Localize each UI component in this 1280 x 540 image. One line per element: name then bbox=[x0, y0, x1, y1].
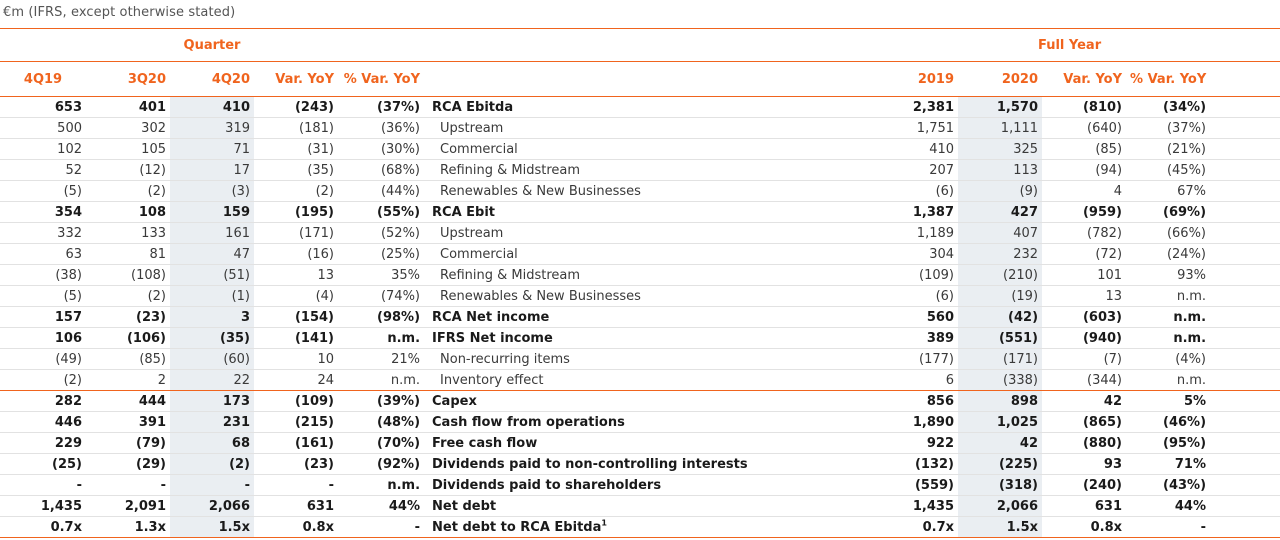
cell-fy-1: 427 bbox=[958, 202, 1042, 223]
cell-q-4: (30%) bbox=[338, 139, 424, 160]
cell-q-0: 1,435 bbox=[0, 496, 86, 517]
cell-fy-0: (6) bbox=[859, 286, 958, 307]
table-row bbox=[0, 118, 1280, 139]
col-header-fy-3: % Var. YoY bbox=[1126, 62, 1210, 97]
cell-q-0: 52 bbox=[0, 160, 86, 181]
financial-summary-table bbox=[0, 28, 1280, 538]
table-caption: €m (IFRS, except otherwise stated) bbox=[3, 5, 236, 20]
cell-fy-2: 13 bbox=[1042, 286, 1126, 307]
cell-fy-2: (810) bbox=[1042, 97, 1126, 118]
row-label bbox=[424, 244, 859, 265]
cell-q-0: (5) bbox=[0, 286, 86, 307]
cell-fy-0: 410 bbox=[859, 139, 958, 160]
cell-q-4: (68%) bbox=[338, 160, 424, 181]
group-header-spacer bbox=[424, 29, 859, 62]
cell-q-2: 22 bbox=[170, 370, 254, 391]
cell-fy-0: 1,751 bbox=[859, 118, 958, 139]
cell-fy-1: (9) bbox=[958, 181, 1042, 202]
cell-q-2: (1) bbox=[170, 286, 254, 307]
table-row bbox=[0, 328, 1280, 349]
cell-q-2: 68 bbox=[170, 433, 254, 454]
cell-spacer-end bbox=[1210, 118, 1280, 139]
cell-q-2: 410 bbox=[170, 97, 254, 118]
cell-fy-0: 1,387 bbox=[859, 202, 958, 223]
col-header-label bbox=[424, 62, 859, 97]
cell-spacer-end bbox=[1210, 160, 1280, 181]
row-label bbox=[424, 475, 859, 496]
col-header-q-2: 4Q20 bbox=[170, 62, 254, 97]
cell-q-3: 10 bbox=[254, 349, 338, 370]
cell-fy-1: (210) bbox=[958, 265, 1042, 286]
cell-q-3: 631 bbox=[254, 496, 338, 517]
row-label-text: Renewables & New Businesses bbox=[440, 183, 641, 199]
table-row bbox=[0, 265, 1280, 286]
cell-q-2: 161 bbox=[170, 223, 254, 244]
cell-fy-1: 2,066 bbox=[958, 496, 1042, 517]
cell-q-1: 133 bbox=[86, 223, 170, 244]
table-row bbox=[0, 97, 1280, 118]
cell-q-4: (92%) bbox=[338, 454, 424, 475]
cell-q-1: (12) bbox=[86, 160, 170, 181]
row-label bbox=[424, 496, 859, 517]
cell-spacer-end bbox=[1210, 496, 1280, 517]
cell-fy-1: 898 bbox=[958, 391, 1042, 412]
row-label-text: Renewables & New Businesses bbox=[440, 288, 641, 304]
col-header-fy-2: Var. YoY bbox=[1042, 62, 1126, 97]
cell-fy-2: (880) bbox=[1042, 433, 1126, 454]
cell-fy-0: 922 bbox=[859, 433, 958, 454]
row-label bbox=[424, 391, 859, 412]
cell-fy-3: (21%) bbox=[1126, 139, 1210, 160]
cell-fy-2: (940) bbox=[1042, 328, 1126, 349]
cell-fy-3: 71% bbox=[1126, 454, 1210, 475]
cell-fy-3: 93% bbox=[1126, 265, 1210, 286]
cell-spacer-end bbox=[1210, 307, 1280, 328]
row-label-text: Cash flow from operations bbox=[432, 414, 625, 430]
cell-q-0: (25) bbox=[0, 454, 86, 475]
cell-q-3: (161) bbox=[254, 433, 338, 454]
cell-q-2: 3 bbox=[170, 307, 254, 328]
row-label-text: Upstream bbox=[440, 120, 504, 136]
cell-fy-2: (72) bbox=[1042, 244, 1126, 265]
group-header-row bbox=[0, 29, 1280, 62]
row-label-text: Inventory effect bbox=[440, 372, 544, 388]
table-row bbox=[0, 181, 1280, 202]
cell-q-2: 1.5x bbox=[170, 517, 254, 538]
cell-spacer-end bbox=[1210, 454, 1280, 475]
cell-q-0: - bbox=[0, 475, 86, 496]
cell-fy-0: (177) bbox=[859, 349, 958, 370]
cell-q-4: (44%) bbox=[338, 181, 424, 202]
cell-q-0: 332 bbox=[0, 223, 86, 244]
col-header-q-0: 4Q19 bbox=[0, 62, 86, 97]
cell-q-3: (23) bbox=[254, 454, 338, 475]
cell-fy-3: (37%) bbox=[1126, 118, 1210, 139]
cell-q-4: 35% bbox=[338, 265, 424, 286]
cell-q-1: 401 bbox=[86, 97, 170, 118]
row-label bbox=[424, 160, 859, 181]
cell-q-1: (79) bbox=[86, 433, 170, 454]
cell-spacer-end bbox=[1210, 412, 1280, 433]
cell-q-0: (2) bbox=[0, 370, 86, 391]
cell-fy-0: 1,435 bbox=[859, 496, 958, 517]
cell-q-4: 44% bbox=[338, 496, 424, 517]
table-row bbox=[0, 286, 1280, 307]
cell-q-3: 0.8x bbox=[254, 517, 338, 538]
cell-fy-2: (865) bbox=[1042, 412, 1126, 433]
cell-q-0: 229 bbox=[0, 433, 86, 454]
cell-q-1: 444 bbox=[86, 391, 170, 412]
cell-q-1: (85) bbox=[86, 349, 170, 370]
cell-q-4: (48%) bbox=[338, 412, 424, 433]
cell-q-3: (215) bbox=[254, 412, 338, 433]
cell-q-4: (52%) bbox=[338, 223, 424, 244]
cell-q-4: (25%) bbox=[338, 244, 424, 265]
row-label bbox=[424, 433, 859, 454]
cell-fy-0: 389 bbox=[859, 328, 958, 349]
cell-q-1: 302 bbox=[86, 118, 170, 139]
cell-q-1: 105 bbox=[86, 139, 170, 160]
cell-fy-2: 631 bbox=[1042, 496, 1126, 517]
table-row bbox=[0, 202, 1280, 223]
cell-q-2: 319 bbox=[170, 118, 254, 139]
cell-q-2: (35) bbox=[170, 328, 254, 349]
cell-fy-2: (94) bbox=[1042, 160, 1126, 181]
cell-q-3: (35) bbox=[254, 160, 338, 181]
cell-q-0: 63 bbox=[0, 244, 86, 265]
row-label-text: Upstream bbox=[440, 225, 504, 241]
row-label bbox=[424, 307, 859, 328]
cell-q-0: 0.7x bbox=[0, 517, 86, 538]
cell-q-3: (4) bbox=[254, 286, 338, 307]
cell-fy-3: n.m. bbox=[1126, 328, 1210, 349]
cell-spacer-end bbox=[1210, 349, 1280, 370]
cell-fy-1: (19) bbox=[958, 286, 1042, 307]
cell-fy-2: 0.8x bbox=[1042, 517, 1126, 538]
cell-fy-3: (66%) bbox=[1126, 223, 1210, 244]
cell-q-4: n.m. bbox=[338, 328, 424, 349]
cell-q-1: 391 bbox=[86, 412, 170, 433]
cell-q-0: (5) bbox=[0, 181, 86, 202]
cell-q-0: 106 bbox=[0, 328, 86, 349]
cell-q-1: 81 bbox=[86, 244, 170, 265]
row-label-text: Refining & Midstream bbox=[440, 162, 581, 178]
cell-q-1: (108) bbox=[86, 265, 170, 286]
cell-spacer-end bbox=[1210, 370, 1280, 391]
col-header-fy-1: 2020 bbox=[958, 62, 1042, 97]
table-row bbox=[0, 496, 1280, 517]
cell-q-0: 282 bbox=[0, 391, 86, 412]
cell-q-3: (243) bbox=[254, 97, 338, 118]
row-label bbox=[424, 349, 859, 370]
cell-q-4: (55%) bbox=[338, 202, 424, 223]
cell-fy-2: (959) bbox=[1042, 202, 1126, 223]
cell-fy-1: 407 bbox=[958, 223, 1042, 244]
cell-q-2: 2,066 bbox=[170, 496, 254, 517]
table-row bbox=[0, 244, 1280, 265]
cell-fy-3: (43%) bbox=[1126, 475, 1210, 496]
row-label bbox=[424, 118, 859, 139]
cell-fy-0: 2,381 bbox=[859, 97, 958, 118]
cell-q-1: 108 bbox=[86, 202, 170, 223]
cell-fy-0: 6 bbox=[859, 370, 958, 391]
cell-fy-2: (344) bbox=[1042, 370, 1126, 391]
cell-fy-2: (782) bbox=[1042, 223, 1126, 244]
cell-q-0: (49) bbox=[0, 349, 86, 370]
row-label-text: Refining & Midstream bbox=[440, 267, 581, 283]
cell-q-2: (51) bbox=[170, 265, 254, 286]
table-row bbox=[0, 307, 1280, 328]
cell-spacer-end bbox=[1210, 265, 1280, 286]
cell-spacer-end bbox=[1210, 97, 1280, 118]
cell-q-2: - bbox=[170, 475, 254, 496]
cell-fy-0: (559) bbox=[859, 475, 958, 496]
cell-q-3: (2) bbox=[254, 181, 338, 202]
table-row bbox=[0, 475, 1280, 496]
cell-fy-0: (132) bbox=[859, 454, 958, 475]
cell-fy-2: 42 bbox=[1042, 391, 1126, 412]
row-label-text: Non-recurring items bbox=[440, 351, 570, 367]
cell-fy-0: 856 bbox=[859, 391, 958, 412]
cell-fy-1: 1.5x bbox=[958, 517, 1042, 538]
cell-fy-0: 1,189 bbox=[859, 223, 958, 244]
cell-q-1: (29) bbox=[86, 454, 170, 475]
cell-q-2: 47 bbox=[170, 244, 254, 265]
row-label bbox=[424, 202, 859, 223]
cell-q-1: 2 bbox=[86, 370, 170, 391]
cell-q-1: 1.3x bbox=[86, 517, 170, 538]
cell-fy-3: (24%) bbox=[1126, 244, 1210, 265]
cell-q-0: (38) bbox=[0, 265, 86, 286]
cell-fy-1: 1,111 bbox=[958, 118, 1042, 139]
cell-q-0: 653 bbox=[0, 97, 86, 118]
cell-spacer-end bbox=[1210, 475, 1280, 496]
cell-fy-1: (42) bbox=[958, 307, 1042, 328]
cell-fy-2: (85) bbox=[1042, 139, 1126, 160]
cell-fy-3: (69%) bbox=[1126, 202, 1210, 223]
row-label bbox=[424, 328, 859, 349]
table-row bbox=[0, 433, 1280, 454]
row-label-text: Net debt to RCA Ebitda bbox=[432, 519, 602, 535]
cell-q-0: 500 bbox=[0, 118, 86, 139]
table-row bbox=[0, 160, 1280, 181]
cell-spacer-end bbox=[1210, 391, 1280, 412]
cell-fy-2: (7) bbox=[1042, 349, 1126, 370]
cell-fy-1: (551) bbox=[958, 328, 1042, 349]
row-label-text: Commercial bbox=[440, 141, 518, 157]
cell-q-4: (37%) bbox=[338, 97, 424, 118]
cell-fy-3: n.m. bbox=[1126, 286, 1210, 307]
cell-q-4: (74%) bbox=[338, 286, 424, 307]
table-row bbox=[0, 391, 1280, 412]
cell-fy-0: 560 bbox=[859, 307, 958, 328]
cell-fy-1: 232 bbox=[958, 244, 1042, 265]
col-header-fy-0: 2019 bbox=[859, 62, 958, 97]
cell-fy-0: 304 bbox=[859, 244, 958, 265]
cell-fy-3: (45%) bbox=[1126, 160, 1210, 181]
cell-spacer-end bbox=[1210, 202, 1280, 223]
cell-q-2: (3) bbox=[170, 181, 254, 202]
cell-fy-3: (34%) bbox=[1126, 97, 1210, 118]
col-header-q-4: % Var. YoY bbox=[338, 62, 424, 97]
row-label bbox=[424, 139, 859, 160]
cell-fy-3: 44% bbox=[1126, 496, 1210, 517]
table-row bbox=[0, 349, 1280, 370]
group-header-quarter: Quarter bbox=[0, 29, 424, 62]
cell-q-2: 173 bbox=[170, 391, 254, 412]
cell-fy-2: 101 bbox=[1042, 265, 1126, 286]
cell-fy-2: 93 bbox=[1042, 454, 1126, 475]
cell-fy-1: (318) bbox=[958, 475, 1042, 496]
cell-fy-3: n.m. bbox=[1126, 307, 1210, 328]
cell-q-0: 157 bbox=[0, 307, 86, 328]
cell-q-4: - bbox=[338, 517, 424, 538]
column-header-row bbox=[0, 62, 1280, 97]
cell-fy-3: - bbox=[1126, 517, 1210, 538]
row-label bbox=[424, 454, 859, 475]
row-label bbox=[424, 181, 859, 202]
cell-fy-1: (338) bbox=[958, 370, 1042, 391]
cell-spacer-end bbox=[1210, 328, 1280, 349]
table-row bbox=[0, 139, 1280, 160]
table-row bbox=[0, 517, 1280, 538]
cell-q-2: (60) bbox=[170, 349, 254, 370]
cell-spacer-end bbox=[1210, 433, 1280, 454]
row-label-text: RCA Net income bbox=[432, 309, 550, 325]
cell-q-3: (154) bbox=[254, 307, 338, 328]
cell-fy-1: 113 bbox=[958, 160, 1042, 181]
cell-q-3: (171) bbox=[254, 223, 338, 244]
cell-q-2: 159 bbox=[170, 202, 254, 223]
cell-spacer-end bbox=[1210, 139, 1280, 160]
row-label bbox=[424, 286, 859, 307]
row-label-text: Net debt bbox=[432, 498, 497, 514]
cell-fy-1: 42 bbox=[958, 433, 1042, 454]
row-label-text: Dividends paid to shareholders bbox=[432, 477, 662, 493]
row-label bbox=[424, 265, 859, 286]
cell-q-4: (39%) bbox=[338, 391, 424, 412]
cell-fy-3: 67% bbox=[1126, 181, 1210, 202]
col-header-q-1: 3Q20 bbox=[86, 62, 170, 97]
table-row bbox=[0, 370, 1280, 391]
table-row bbox=[0, 454, 1280, 475]
cell-q-3: (109) bbox=[254, 391, 338, 412]
cell-fy-2: 4 bbox=[1042, 181, 1126, 202]
cell-q-0: 354 bbox=[0, 202, 86, 223]
table-row bbox=[0, 223, 1280, 244]
cell-q-1: (106) bbox=[86, 328, 170, 349]
row-label-text: Dividends paid to non-controlling interests bbox=[432, 456, 748, 472]
cell-fy-3: n.m. bbox=[1126, 370, 1210, 391]
cell-q-1: (2) bbox=[86, 286, 170, 307]
cell-q-3: (181) bbox=[254, 118, 338, 139]
row-label-text: RCA Ebit bbox=[432, 204, 496, 220]
row-label-text: Capex bbox=[432, 393, 477, 409]
row-label bbox=[424, 517, 859, 538]
cell-fy-0: (109) bbox=[859, 265, 958, 286]
cell-q-4: (70%) bbox=[338, 433, 424, 454]
row-label-text: IFRS Net income bbox=[432, 330, 553, 346]
cell-q-3: 13 bbox=[254, 265, 338, 286]
cell-fy-0: (6) bbox=[859, 181, 958, 202]
row-label-text: Free cash flow bbox=[432, 435, 538, 451]
cell-q-2: 71 bbox=[170, 139, 254, 160]
cell-spacer-end bbox=[1210, 223, 1280, 244]
cell-fy-3: (95%) bbox=[1126, 433, 1210, 454]
cell-q-4: (36%) bbox=[338, 118, 424, 139]
cell-q-3: (16) bbox=[254, 244, 338, 265]
cell-q-2: 231 bbox=[170, 412, 254, 433]
cell-fy-3: (4%) bbox=[1126, 349, 1210, 370]
cell-q-0: 446 bbox=[0, 412, 86, 433]
cell-q-1: (2) bbox=[86, 181, 170, 202]
cell-q-3: (141) bbox=[254, 328, 338, 349]
cell-q-3: - bbox=[254, 475, 338, 496]
cell-fy-2: (603) bbox=[1042, 307, 1126, 328]
cell-q-2: 17 bbox=[170, 160, 254, 181]
row-label bbox=[424, 370, 859, 391]
cell-fy-1: 1,025 bbox=[958, 412, 1042, 433]
col-header-spacer-end bbox=[1210, 62, 1280, 97]
cell-q-4: (98%) bbox=[338, 307, 424, 328]
row-label-text: RCA Ebitda bbox=[432, 99, 514, 115]
row-label bbox=[424, 412, 859, 433]
row-label-text: Commercial bbox=[440, 246, 518, 262]
col-header-q-3: Var. YoY bbox=[254, 62, 338, 97]
cell-fy-0: 1,890 bbox=[859, 412, 958, 433]
cell-q-3: (195) bbox=[254, 202, 338, 223]
cell-q-1: - bbox=[86, 475, 170, 496]
cell-q-1: 2,091 bbox=[86, 496, 170, 517]
cell-q-4: 21% bbox=[338, 349, 424, 370]
cell-q-0: 102 bbox=[0, 139, 86, 160]
group-header-full-year: Full Year bbox=[859, 29, 1280, 62]
cell-q-3: (31) bbox=[254, 139, 338, 160]
row-label bbox=[424, 97, 859, 118]
cell-q-4: n.m. bbox=[338, 370, 424, 391]
row-label bbox=[424, 223, 859, 244]
cell-fy-1: 1,570 bbox=[958, 97, 1042, 118]
cell-fy-2: (240) bbox=[1042, 475, 1126, 496]
cell-fy-3: 5% bbox=[1126, 391, 1210, 412]
table-body bbox=[0, 97, 1280, 538]
cell-fy-2: (640) bbox=[1042, 118, 1126, 139]
cell-spacer-end bbox=[1210, 181, 1280, 202]
cell-q-3: 24 bbox=[254, 370, 338, 391]
cell-fy-1: 325 bbox=[958, 139, 1042, 160]
cell-fy-3: (46%) bbox=[1126, 412, 1210, 433]
cell-q-1: (23) bbox=[86, 307, 170, 328]
cell-fy-0: 207 bbox=[859, 160, 958, 181]
cell-q-4: n.m. bbox=[338, 475, 424, 496]
cell-q-2: (2) bbox=[170, 454, 254, 475]
table-row bbox=[0, 412, 1280, 433]
cell-spacer-end bbox=[1210, 286, 1280, 307]
footnote-marker: 1 bbox=[601, 518, 607, 528]
cell-fy-0: 0.7x bbox=[859, 517, 958, 538]
cell-fy-1: (171) bbox=[958, 349, 1042, 370]
cell-spacer-end bbox=[1210, 244, 1280, 265]
cell-spacer-end bbox=[1210, 517, 1280, 538]
cell-fy-1: (225) bbox=[958, 454, 1042, 475]
